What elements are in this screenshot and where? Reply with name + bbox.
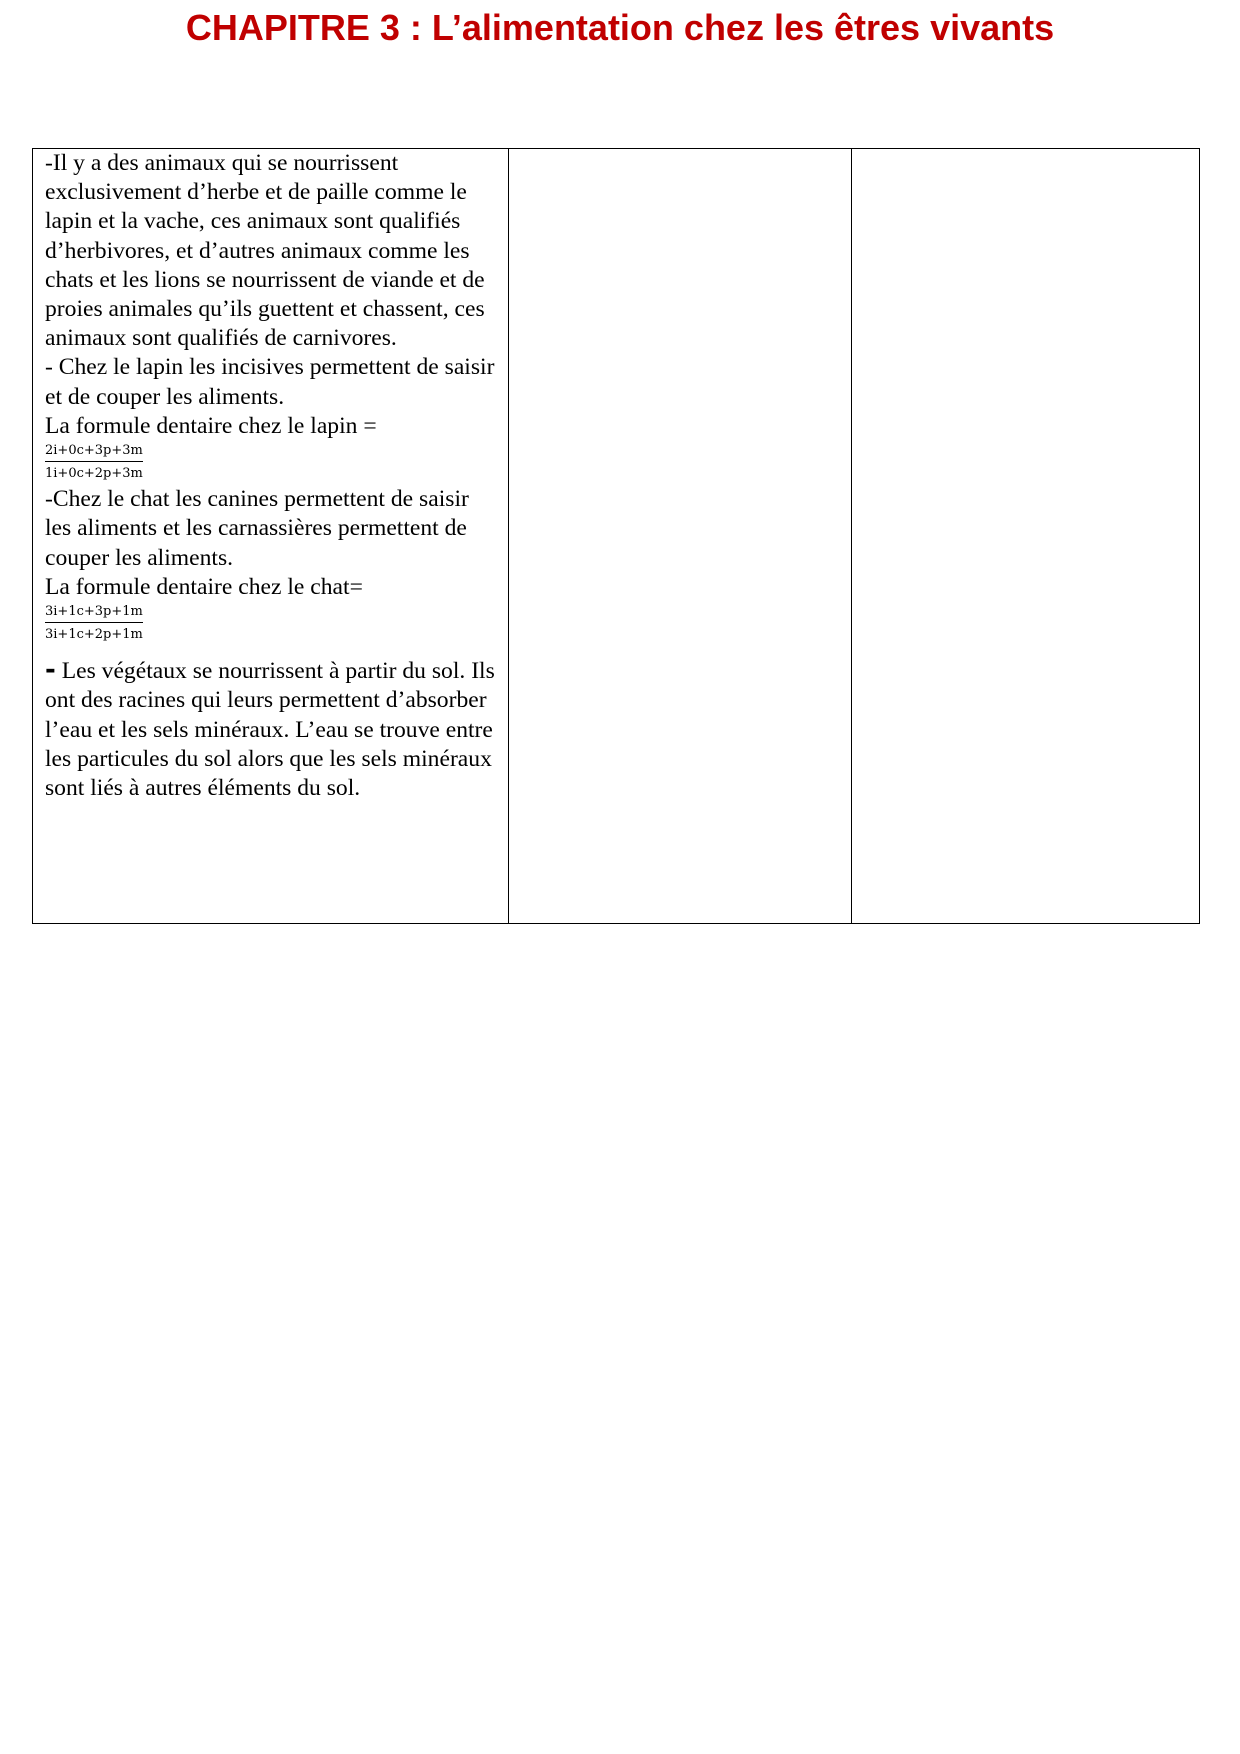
- formula-lapin-label: La formule dentaire chez le lapin =: [45, 412, 377, 439]
- paragraph-vegetaux: [45, 656, 498, 803]
- formula-lapin-fraction: [45, 442, 143, 482]
- paragraph-vegetaux-dash: -: [45, 655, 56, 686]
- cell-text-block: [33, 149, 508, 803]
- paragraph-chat: -Chez le chat les canines permettent de saisir les aliments et les carnassières permettent de couper les aliments.: [45, 486, 469, 571]
- paragraph-vegetaux-text: Les végétaux se nourrissent à partir du sol. Ils ont des racines qui leurs permettent d’absorber l’eau et les sels minéraux. L’eau se trouve entre les particules du sol alors que les sels minéraux sont liés à autres éléments du sol.: [45, 658, 495, 802]
- table-cell-text: [33, 149, 509, 924]
- table-cell-empty: [852, 149, 1200, 924]
- table-row: [33, 149, 1200, 924]
- page-title: CHAPITRE 3 : L’alimentation chez les êtres vivants: [185, 7, 1055, 48]
- formula-chat-denominator: 3i+1c+2p+1m: [45, 627, 143, 643]
- formula-lapin-numerator: 2i+0c+3p+3m: [45, 442, 143, 462]
- formula-chat-label: La formule dentaire chez le chat=: [45, 573, 363, 600]
- paragraph-lapin: - Chez le lapin les incisives permettent de saisir et de couper les aliments.: [45, 354, 495, 410]
- formula-chat-fraction: [45, 603, 143, 643]
- formula-chat-numerator: 3i+1c+3p+1m: [45, 603, 143, 623]
- paragraph-herbivores: -Il y a des animaux qui se nourrissent exclusivement d’herbe et de paille comme le lapin et la vache, ces animaux sont qualifiés d’herbivores, et d’autres animaux comme les chats et les lions se nourrissent de viande et de proies animales qu’ils guettent et chassent, ces animaux sont qualifiés de carnivores.: [45, 150, 485, 352]
- content-table: [32, 148, 1200, 924]
- formula-lapin-denominator: 1i+0c+2p+3m: [45, 466, 143, 482]
- table-cell-empty: [509, 149, 852, 924]
